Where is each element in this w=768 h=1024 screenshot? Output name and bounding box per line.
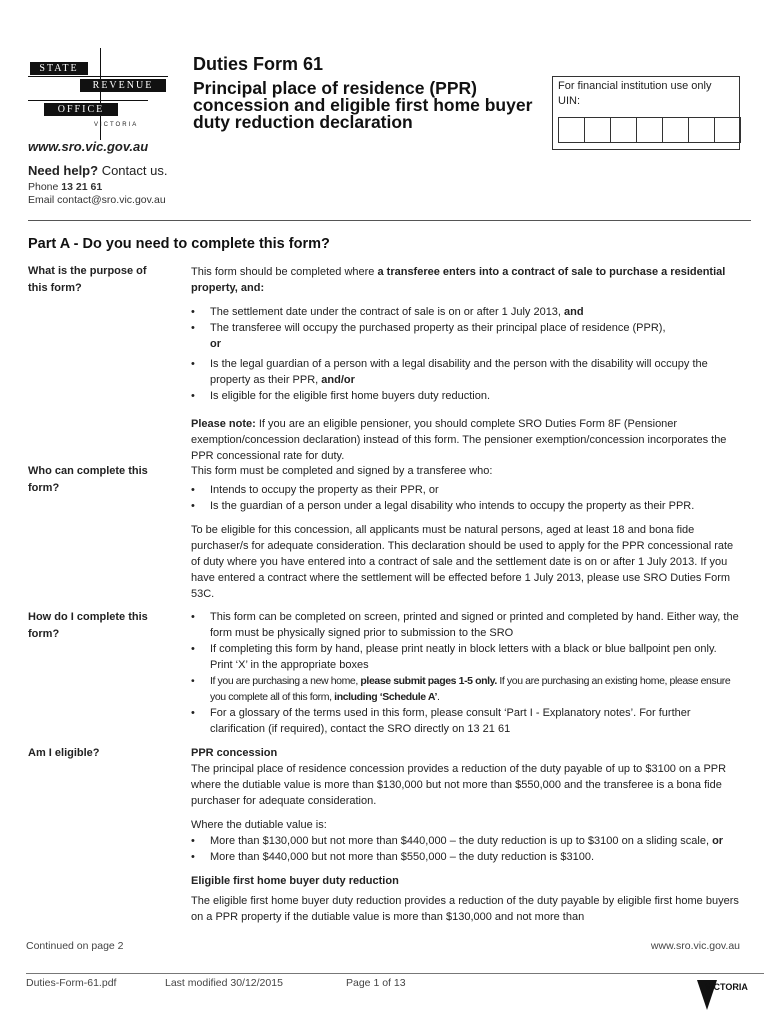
list-item (191, 320, 741, 352)
need-help: Need help? (28, 163, 99, 178)
victoria-logo (697, 980, 748, 1002)
form-number: Duties Form 61 (193, 54, 324, 74)
text: and/or (321, 374, 355, 386)
text: or (712, 835, 724, 847)
list-item (191, 673, 741, 705)
section-label-eligible: Am I eligible? (28, 747, 100, 759)
text: Please note: (191, 418, 256, 430)
text: The transferee will occupy the purchased property as their principal place of residence (PPR), (210, 322, 666, 334)
text: including ‘Schedule A’ (334, 691, 437, 703)
text: The principal place of residence concession provides a reduction of the duty payable of up to $3100 on a PPR where the dutiable value is more than $130,000 but not more than $550,000 and the transferee is a bona fide purchaser for adequate consideration. (191, 763, 727, 807)
page-number: Page 1 of 13 (346, 977, 406, 989)
section-label-how: How do I complete this form? (28, 611, 148, 640)
uin-label: UIN: (558, 95, 580, 107)
list-item (191, 304, 741, 320)
text: If you are purchasing an existing home, please ensure you complete all of this form, (210, 675, 731, 703)
text: a transferee enters into a contract of sale to purchase a residential property, and: (191, 266, 726, 294)
email: Email contact@sro.vic.gov.au (28, 194, 166, 206)
text: To be eligible for this concession, all applicants must be natural persons, aged at least 18 and bona fide purchaser/s for adequate consideration. This declaration should be used to apply for the PPR concessional rate of duty where you have entered into a contract of sale and the settlement date is on or after 1 July 2013. If you have entered a contract where the settlement will be effected before 1 July 2013, please use SRO Duties Form 53C. (191, 524, 734, 600)
text: please submit pages 1-5 only. (360, 675, 497, 687)
text: If you are purchasing a new home, (210, 675, 361, 687)
text: This form should be completed where (191, 266, 378, 278)
list-item: • If completing this form by hand, please print neatly in block letters with a black or blue ballpoint pen only. Print ‘X’ in the appropriate boxes (191, 641, 741, 673)
footer-divider (26, 973, 764, 974)
phone-number: 13 21 61 (61, 181, 103, 193)
list-item: • Is eligible for the eligible first home buyers duty reduction. (191, 388, 741, 404)
list-item: • For a glossary of the terms used in this form, please consult ‘Part I - Explanatory notes’. For further clarification (if required), contact the SRO directly on 13 21 61 (191, 705, 741, 737)
uin-field[interactable] (558, 117, 740, 143)
text: More than $130,000 but not more than $440,000 – the duty reduction is up to $3100 on a sliding scale, (210, 835, 713, 847)
text: or (210, 338, 221, 350)
phone-label: Phone (28, 181, 62, 193)
list-item (191, 833, 741, 849)
logo-state: STATE (30, 62, 88, 75)
text: Where the dutiable value is: (191, 819, 327, 831)
file-name: Duties-Form-61.pdf (26, 977, 117, 989)
text: Is the legal guardian of a person with a legal disability and the person with the disability will occupy the property as their PPR, (210, 358, 708, 386)
section-label-who: Who can complete this form? (28, 465, 148, 494)
logo-office: OFFICE (44, 103, 118, 116)
section-eligible (191, 745, 741, 933)
subheading: Eligible first home buyer duty reduction (191, 875, 399, 887)
form-title: Principal place of residence (PPR) concession and eligible first home buyer duty reduction declaration (193, 78, 533, 132)
divider (28, 220, 751, 221)
sro-logo (28, 48, 168, 140)
last-modified: Last modified 30/12/2015 (165, 977, 283, 989)
list-item: • This form can be completed on screen, printed and signed or printed and completed by hand. Either way, the form must be physically signed prior to submission to the SRO (191, 609, 741, 641)
section-how (191, 609, 741, 745)
footer-url[interactable]: www.sro.vic.gov.au (650, 940, 740, 952)
text: The eligible first home buyer duty reduction provides a reduction of the duty payable by eligible first home buyers on a PPR property if the dutiable value is more than $130,000 and not more than (191, 895, 739, 923)
section-purpose (191, 264, 741, 472)
continued-note: Continued on page 2 (26, 940, 124, 952)
text: The settlement date under the contract of sale is on or after 1 July 2013, (210, 306, 565, 318)
logo-victoria: VICTORIA (94, 122, 139, 128)
text: If you are an eligible pensioner, you should complete SRO Duties Form 8F (Pensioner exemption/concession declaration) instead of this form. The pensioner exemption/concession incorporates the PPR concessional rate for duty. (191, 418, 727, 462)
list-item: • More than $440,000 but not more than $550,000 – the duty reduction is $3100. (191, 849, 741, 865)
list-item: • Is the guardian of a person under a legal disability who intends to occupy the property as their PPR. (191, 498, 741, 514)
fi-label: For financial institution use only (558, 80, 712, 92)
text: . (437, 691, 440, 703)
victoria-logo-text: VICTORIA (705, 982, 748, 992)
logo-revenue: REVENUE (80, 79, 166, 92)
list-item (191, 356, 741, 388)
section-who (191, 463, 741, 610)
subheading: PPR concession (191, 747, 278, 759)
text: and (564, 306, 584, 318)
financial-institution-box (552, 76, 740, 150)
help-block (28, 163, 167, 206)
sro-url[interactable]: www.sro.vic.gov.au (28, 139, 149, 154)
list-item: • Intends to occupy the property as their PPR, or (191, 482, 741, 498)
text: This form must be completed and signed by a transferee who: (191, 465, 493, 477)
contact-us: Contact us. (98, 163, 168, 178)
section-label-purpose: What is the purpose of this form? (28, 265, 147, 294)
part-a-heading: Part A - Do you need to complete this form? (28, 236, 330, 252)
